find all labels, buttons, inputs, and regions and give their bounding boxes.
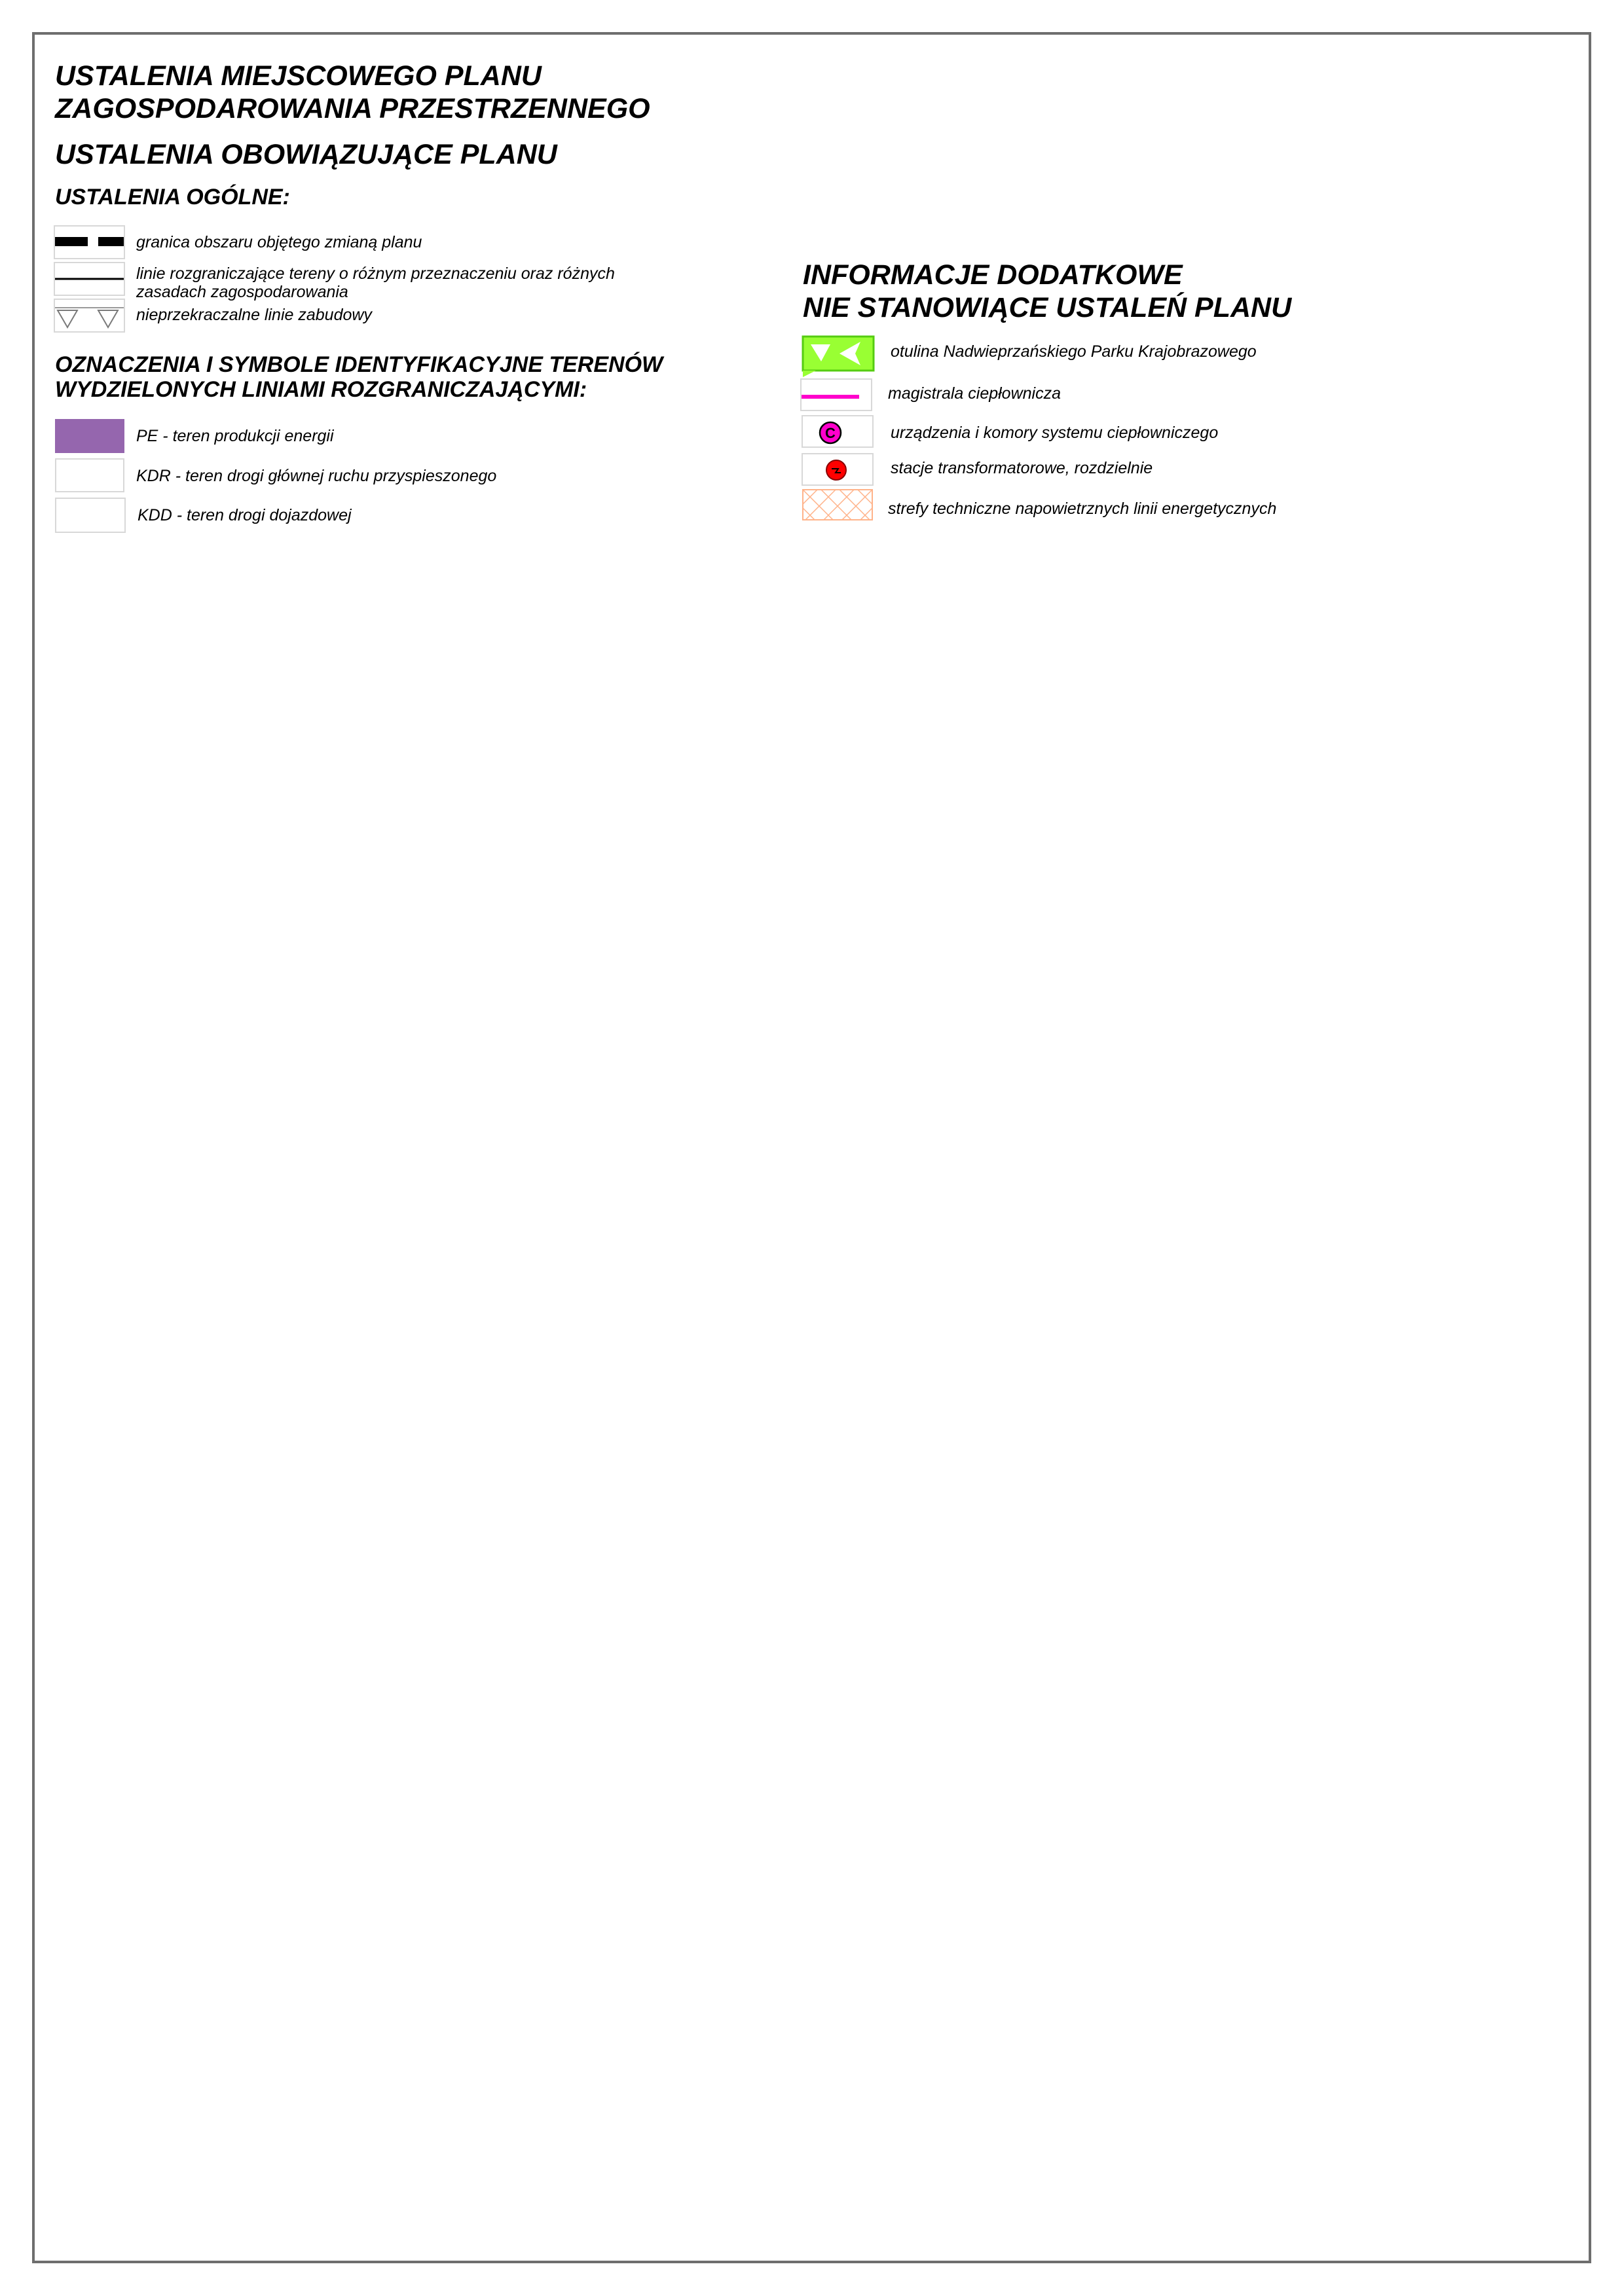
magenta-line-icon: [800, 378, 872, 411]
title-line-2: ZAGOSPODAROWANIA PRZESTRZENNEGO: [55, 93, 650, 124]
svg-text:C: C: [825, 425, 836, 441]
transformer-station-icon: [802, 453, 874, 486]
blank-swatch-icon: [55, 458, 124, 492]
blank-swatch-icon: [55, 498, 126, 533]
info-heading-line-2: NIE STANOWIĄCE USTALEŃ PLANU: [803, 292, 1292, 323]
info-item-label: stacje transformatorowe, rozdzielnie: [891, 459, 1153, 477]
general-item-label: nieprzekraczalne linie zabudowy: [136, 306, 372, 324]
general-heading: USTALENIA OGÓLNE:: [55, 185, 290, 210]
general-item-label: granica obszaru objętego zmianą planu: [136, 233, 422, 251]
title-line-1: USTALENIA MIEJSCOWEGO PLANU: [55, 60, 542, 92]
symbol-item-label: KDR - teren drogi głównej ruchu przyspieszonego: [136, 467, 497, 485]
triangle-line-icon: [54, 299, 125, 333]
info-item-label: strefy techniczne napowietrznych linii energetycznych: [888, 500, 1277, 518]
symbols-heading-line-1: OZNACZENIA I SYMBOLE IDENTYFIKACYJNE TERENÓW: [55, 352, 663, 377]
dashed-boundary-line-icon: [54, 225, 125, 259]
info-heading-line-1: INFORMACJE DODATKOWE: [803, 259, 1183, 291]
green-buffer-zone-icon: [802, 335, 875, 378]
purple-fill-swatch-icon: [55, 419, 124, 453]
obligatory-heading: USTALENIA OBOWIĄZUJĄCE PLANU: [55, 139, 557, 170]
crosshatch-zone-icon: [802, 488, 874, 521]
info-item-label: urządzenia i komory systemu ciepłowniczego: [891, 424, 1219, 442]
symbols-heading-line-2: WYDZIELONYCH LINIAMI ROZGRANICZAJĄCYMI:: [55, 377, 587, 402]
info-item-label: otulina Nadwieprzańskiego Parku Krajobrazowego: [891, 342, 1257, 361]
thin-line-icon: [54, 262, 125, 296]
symbol-item-label: PE - teren produkcji energii: [136, 427, 334, 445]
symbol-item-label: KDD - teren drogi dojazdowej: [138, 506, 352, 524]
info-item-label: magistrala ciepłownicza: [888, 384, 1061, 403]
general-item-label: zasadach zagospodarowania: [136, 283, 348, 301]
general-item-label: linie rozgraniczające tereny o różnym przeznaczeniu oraz różnych: [136, 264, 615, 283]
heat-device-c-icon: [802, 415, 874, 448]
